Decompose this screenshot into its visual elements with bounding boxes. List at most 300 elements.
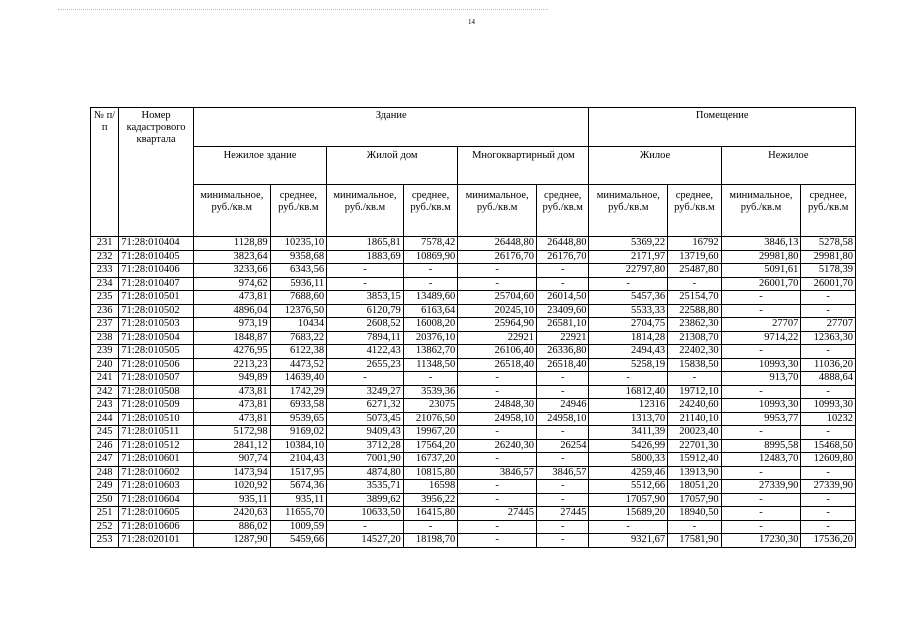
nonres-building-min-cell: 3823,64 xyxy=(193,250,270,264)
nonres-building-avg-cell: 5459,66 xyxy=(270,534,327,548)
apartment-building-min-cell: 24848,30 xyxy=(458,399,537,413)
apartment-building-min-cell: - xyxy=(458,480,537,494)
table-row xyxy=(91,331,856,345)
nonres-building-avg-cell: 1742,29 xyxy=(270,385,327,399)
table-row xyxy=(91,439,856,453)
header-group-residential-house: Жилой дом xyxy=(327,147,458,185)
nonres-building-avg-cell: 6122,38 xyxy=(270,345,327,359)
apartment-building-min-cell: 3846,57 xyxy=(458,466,537,480)
nonres-premises-min-cell: 12483,70 xyxy=(721,453,801,467)
cadastral-quarter-cell: 71:28:010406 xyxy=(119,264,194,278)
apartment-building-min-cell: 24958,10 xyxy=(458,412,537,426)
res-premises-avg-cell: 25154,70 xyxy=(668,291,721,305)
apartment-building-avg-cell: 26448,80 xyxy=(536,237,588,251)
nonres-premises-min-cell: 5091,61 xyxy=(721,264,801,278)
res-premises-min-cell: 16812,40 xyxy=(589,385,668,399)
res-premises-min-cell: - xyxy=(589,520,668,534)
table-row xyxy=(91,237,856,251)
header-min: минимальное, руб./кв.м xyxy=(193,185,270,237)
apartment-building-avg-cell: 3846,57 xyxy=(536,466,588,480)
cadastral-quarter-cell: 71:28:010503 xyxy=(119,318,194,332)
row-number-cell: 236 xyxy=(91,304,119,318)
nonres-building-avg-cell: 5936,11 xyxy=(270,277,327,291)
table-header xyxy=(91,108,856,237)
nonres-building-min-cell: 973,19 xyxy=(193,318,270,332)
res-house-min-cell: 5073,45 xyxy=(327,412,404,426)
apartment-building-min-cell: - xyxy=(458,385,537,399)
table-row xyxy=(91,466,856,480)
res-premises-avg-cell: - xyxy=(668,277,721,291)
res-house-avg-cell: 10869,90 xyxy=(403,250,457,264)
table-row xyxy=(91,277,856,291)
apartment-building-avg-cell: 26014,50 xyxy=(536,291,588,305)
res-house-avg-cell: 16737,20 xyxy=(403,453,457,467)
nonres-premises-avg-cell: - xyxy=(801,466,856,480)
table-row xyxy=(91,264,856,278)
nonres-premises-min-cell: - xyxy=(721,466,801,480)
apartment-building-min-cell: 26518,40 xyxy=(458,358,537,372)
res-premises-min-cell: - xyxy=(589,277,668,291)
nonres-building-avg-cell: 12376,50 xyxy=(270,304,327,318)
nonres-building-min-cell: 473,81 xyxy=(193,385,270,399)
row-number-cell: 247 xyxy=(91,453,119,467)
apartment-building-min-cell: - xyxy=(458,264,537,278)
apartment-building-avg-cell: 26518,40 xyxy=(536,358,588,372)
res-house-min-cell: 1865,81 xyxy=(327,237,404,251)
res-house-avg-cell: 18198,70 xyxy=(403,534,457,548)
table-row xyxy=(91,372,856,386)
cadastral-quarter-cell: 71:28:010505 xyxy=(119,345,194,359)
apartment-building-min-cell: - xyxy=(458,534,537,548)
cadastral-quarter-cell: 71:28:010509 xyxy=(119,399,194,413)
res-house-min-cell: 2655,23 xyxy=(327,358,404,372)
apartment-building-avg-cell: 24958,10 xyxy=(536,412,588,426)
res-house-min-cell: 4874,80 xyxy=(327,466,404,480)
res-house-min-cell: - xyxy=(327,520,404,534)
res-house-min-cell: 1883,69 xyxy=(327,250,404,264)
table-row xyxy=(91,291,856,305)
nonres-building-avg-cell: 935,11 xyxy=(270,493,327,507)
nonres-premises-min-cell: 9714,22 xyxy=(721,331,801,345)
row-number-cell: 244 xyxy=(91,412,119,426)
cadastral-quarter-cell: 71:28:010404 xyxy=(119,237,194,251)
nonres-premises-min-cell: 9953,77 xyxy=(721,412,801,426)
nonres-building-avg-cell: 1517,95 xyxy=(270,466,327,480)
apartment-building-avg-cell: - xyxy=(536,426,588,440)
nonres-building-min-cell: 974,62 xyxy=(193,277,270,291)
header-building: Здание xyxy=(193,108,589,147)
res-house-avg-cell: 20376,10 xyxy=(403,331,457,345)
table-row xyxy=(91,534,856,548)
res-house-avg-cell: 13862,70 xyxy=(403,345,457,359)
nonres-premises-min-cell: - xyxy=(721,520,801,534)
row-number-cell: 245 xyxy=(91,426,119,440)
nonres-premises-avg-cell: 12363,30 xyxy=(801,331,856,345)
res-house-min-cell: 9409,43 xyxy=(327,426,404,440)
res-house-avg-cell: 3956,22 xyxy=(403,493,457,507)
nonres-building-avg-cell: 10434 xyxy=(270,318,327,332)
nonres-building-avg-cell: 5674,36 xyxy=(270,480,327,494)
res-house-avg-cell: 19967,20 xyxy=(403,426,457,440)
nonres-premises-min-cell: 27707 xyxy=(721,318,801,332)
row-number-cell: 231 xyxy=(91,237,119,251)
row-number-cell: 252 xyxy=(91,520,119,534)
apartment-building-min-cell: - xyxy=(458,493,537,507)
header-min: минимальное, руб./кв.м xyxy=(589,185,668,237)
res-premises-avg-cell: 17057,90 xyxy=(668,493,721,507)
apartment-building-avg-cell: - xyxy=(536,480,588,494)
header-premises: Помещение xyxy=(589,108,856,147)
table-row xyxy=(91,318,856,332)
res-premises-min-cell: 5258,19 xyxy=(589,358,668,372)
apartment-building-avg-cell: - xyxy=(536,534,588,548)
apartment-building-min-cell: 26240,30 xyxy=(458,439,537,453)
row-number-cell: 232 xyxy=(91,250,119,264)
header-avg: среднее, руб./кв.м xyxy=(536,185,588,237)
nonres-premises-avg-cell: 11036,20 xyxy=(801,358,856,372)
table-row xyxy=(91,358,856,372)
table-row xyxy=(91,345,856,359)
nonres-premises-avg-cell: 10993,30 xyxy=(801,399,856,413)
nonres-premises-avg-cell: 12609,80 xyxy=(801,453,856,467)
cadastral-quarter-cell: 71:28:010507 xyxy=(119,372,194,386)
header-group-residential-premises: Жилое xyxy=(589,147,721,185)
nonres-building-avg-cell: 10235,10 xyxy=(270,237,327,251)
apartment-building-avg-cell: - xyxy=(536,277,588,291)
header-group-nonresidential-building: Нежилое здание xyxy=(193,147,326,185)
res-premises-min-cell: 15689,20 xyxy=(589,507,668,521)
nonres-building-min-cell: 473,81 xyxy=(193,291,270,305)
res-premises-avg-cell: 18051,20 xyxy=(668,480,721,494)
res-premises-min-cell: 1313,70 xyxy=(589,412,668,426)
cadastral-quarter-cell: 71:28:010506 xyxy=(119,358,194,372)
table-row xyxy=(91,250,856,264)
row-number-cell: 242 xyxy=(91,385,119,399)
apartment-building-min-cell: - xyxy=(458,277,537,291)
row-number-cell: 251 xyxy=(91,507,119,521)
cadastral-quarter-cell: 71:28:010502 xyxy=(119,304,194,318)
nonres-premises-min-cell: - xyxy=(721,385,801,399)
row-number-cell: 248 xyxy=(91,466,119,480)
apartment-building-avg-cell: - xyxy=(536,453,588,467)
row-number-cell: 246 xyxy=(91,439,119,453)
res-house-min-cell: 14527,20 xyxy=(327,534,404,548)
cadastral-quarter-cell: 71:28:010601 xyxy=(119,453,194,467)
res-house-avg-cell: 7578,42 xyxy=(403,237,457,251)
res-house-min-cell: 2608,52 xyxy=(327,318,404,332)
nonres-premises-min-cell: 17230,30 xyxy=(721,534,801,548)
res-house-avg-cell: - xyxy=(403,277,457,291)
nonres-building-avg-cell: 7683,22 xyxy=(270,331,327,345)
nonres-premises-avg-cell: 5278,58 xyxy=(801,237,856,251)
nonres-building-min-cell: 2420,63 xyxy=(193,507,270,521)
header-group-nonresidential-premises: Нежилое xyxy=(721,147,855,185)
res-house-min-cell: 3535,71 xyxy=(327,480,404,494)
table-row xyxy=(91,385,856,399)
nonres-building-avg-cell: 9358,68 xyxy=(270,250,327,264)
nonres-building-min-cell: 1128,89 xyxy=(193,237,270,251)
row-number-cell: 239 xyxy=(91,345,119,359)
res-house-avg-cell: - xyxy=(403,372,457,386)
table-body xyxy=(91,237,856,548)
apartment-building-avg-cell: 23409,60 xyxy=(536,304,588,318)
res-premises-avg-cell: 15912,40 xyxy=(668,453,721,467)
res-premises-min-cell: 2171,97 xyxy=(589,250,668,264)
table-row xyxy=(91,520,856,534)
nonres-premises-min-cell: 27339,90 xyxy=(721,480,801,494)
res-premises-min-cell: 5800,33 xyxy=(589,453,668,467)
res-house-min-cell: - xyxy=(327,372,404,386)
row-number-cell: 237 xyxy=(91,318,119,332)
row-number-cell: 233 xyxy=(91,264,119,278)
nonres-building-min-cell: 886,02 xyxy=(193,520,270,534)
res-house-avg-cell: 17564,20 xyxy=(403,439,457,453)
nonres-building-min-cell: 4276,95 xyxy=(193,345,270,359)
nonres-building-min-cell: 1287,90 xyxy=(193,534,270,548)
res-house-avg-cell: - xyxy=(403,520,457,534)
nonres-building-min-cell: 3233,66 xyxy=(193,264,270,278)
cadastral-quarter-cell: 71:28:010504 xyxy=(119,331,194,345)
res-house-avg-cell: 13489,60 xyxy=(403,291,457,305)
nonres-premises-avg-cell: 4888,64 xyxy=(801,372,856,386)
res-premises-min-cell: 22797,80 xyxy=(589,264,668,278)
nonres-premises-min-cell: - xyxy=(721,507,801,521)
res-house-min-cell: 7894,11 xyxy=(327,331,404,345)
cadastral-quarter-cell: 71:28:020101 xyxy=(119,534,194,548)
nonres-premises-avg-cell: - xyxy=(801,304,856,318)
cadastral-quarter-cell: 71:28:010604 xyxy=(119,493,194,507)
nonres-premises-avg-cell: 27339,90 xyxy=(801,480,856,494)
nonres-premises-min-cell: - xyxy=(721,291,801,305)
page-number: 14 xyxy=(468,18,475,26)
res-premises-avg-cell: 21308,70 xyxy=(668,331,721,345)
nonres-building-avg-cell: 4473,52 xyxy=(270,358,327,372)
table-row xyxy=(91,453,856,467)
apartment-building-avg-cell: 26336,80 xyxy=(536,345,588,359)
row-number-cell: 253 xyxy=(91,534,119,548)
apartment-building-min-cell: - xyxy=(458,520,537,534)
nonres-building-avg-cell: 2104,43 xyxy=(270,453,327,467)
nonres-premises-min-cell: - xyxy=(721,345,801,359)
apartment-building-avg-cell: - xyxy=(536,372,588,386)
res-house-avg-cell: 23075 xyxy=(403,399,457,413)
res-house-min-cell: 3853,15 xyxy=(327,291,404,305)
nonres-building-avg-cell: 6343,56 xyxy=(270,264,327,278)
header-avg: среднее, руб./кв.м xyxy=(801,185,856,237)
nonres-premises-avg-cell: 15468,50 xyxy=(801,439,856,453)
res-premises-avg-cell: 13913,90 xyxy=(668,466,721,480)
res-house-min-cell: 6120,79 xyxy=(327,304,404,318)
res-premises-avg-cell: 16792 xyxy=(668,237,721,251)
nonres-building-min-cell: 1473,94 xyxy=(193,466,270,480)
res-house-avg-cell: 16415,80 xyxy=(403,507,457,521)
nonres-premises-avg-cell: - xyxy=(801,493,856,507)
row-number-cell: 234 xyxy=(91,277,119,291)
res-house-min-cell: 3249,27 xyxy=(327,385,404,399)
header-number: № п/п xyxy=(91,108,119,237)
res-premises-avg-cell: - xyxy=(668,520,721,534)
cadastral-quarter-cell: 71:28:010603 xyxy=(119,480,194,494)
cadastral-quarter-cell: 71:28:010405 xyxy=(119,250,194,264)
res-house-min-cell: 10633,50 xyxy=(327,507,404,521)
cadastral-quarter-cell: 71:28:010606 xyxy=(119,520,194,534)
res-premises-min-cell: 17057,90 xyxy=(589,493,668,507)
nonres-premises-avg-cell: - xyxy=(801,520,856,534)
cadastral-quarter-cell: 71:28:010501 xyxy=(119,291,194,305)
nonres-building-min-cell: 473,81 xyxy=(193,399,270,413)
nonres-premises-min-cell: 913,70 xyxy=(721,372,801,386)
res-house-min-cell: 3899,62 xyxy=(327,493,404,507)
nonres-building-avg-cell: 11655,70 xyxy=(270,507,327,521)
table-row xyxy=(91,399,856,413)
nonres-building-min-cell: 949,89 xyxy=(193,372,270,386)
nonres-premises-min-cell: 8995,58 xyxy=(721,439,801,453)
nonres-building-avg-cell: 9539,65 xyxy=(270,412,327,426)
res-house-avg-cell: 16598 xyxy=(403,480,457,494)
nonres-premises-min-cell: - xyxy=(721,493,801,507)
res-premises-min-cell: 5457,36 xyxy=(589,291,668,305)
cadastral-quarter-cell: 71:28:010508 xyxy=(119,385,194,399)
nonres-premises-min-cell: - xyxy=(721,426,801,440)
res-premises-min-cell: - xyxy=(589,372,668,386)
cadastral-quarter-cell: 71:28:010512 xyxy=(119,439,194,453)
res-house-avg-cell: 6163,64 xyxy=(403,304,457,318)
res-premises-min-cell: 9321,67 xyxy=(589,534,668,548)
nonres-premises-avg-cell: 26001,70 xyxy=(801,277,856,291)
nonres-premises-avg-cell: 17536,20 xyxy=(801,534,856,548)
nonres-building-avg-cell: 7688,60 xyxy=(270,291,327,305)
res-premises-avg-cell: 13719,60 xyxy=(668,250,721,264)
res-premises-avg-cell: 22701,30 xyxy=(668,439,721,453)
res-premises-min-cell: 2494,43 xyxy=(589,345,668,359)
nonres-building-avg-cell: 9169,02 xyxy=(270,426,327,440)
cadastral-quarter-cell: 71:28:010605 xyxy=(119,507,194,521)
apartment-building-avg-cell: 22921 xyxy=(536,331,588,345)
nonres-premises-min-cell: 26001,70 xyxy=(721,277,801,291)
nonres-building-min-cell: 4896,04 xyxy=(193,304,270,318)
res-premises-min-cell: 4259,46 xyxy=(589,466,668,480)
nonres-building-avg-cell: 1009,59 xyxy=(270,520,327,534)
apartment-building-min-cell: - xyxy=(458,453,537,467)
res-house-min-cell: 7001,90 xyxy=(327,453,404,467)
header-avg: среднее, руб./кв.м xyxy=(668,185,721,237)
header-group-apartment-building: Многоквартирный дом xyxy=(458,147,589,185)
apartment-building-avg-cell: 26254 xyxy=(536,439,588,453)
apartment-building-min-cell: 25964,90 xyxy=(458,318,537,332)
nonres-premises-avg-cell: 10232 xyxy=(801,412,856,426)
apartment-building-avg-cell: 27445 xyxy=(536,507,588,521)
row-number-cell: 240 xyxy=(91,358,119,372)
apartment-building-avg-cell: - xyxy=(536,264,588,278)
table-row xyxy=(91,507,856,521)
nonres-building-min-cell: 935,11 xyxy=(193,493,270,507)
apartment-building-min-cell: 27445 xyxy=(458,507,537,521)
res-premises-avg-cell: 22402,30 xyxy=(668,345,721,359)
res-premises-min-cell: 5369,22 xyxy=(589,237,668,251)
nonres-premises-avg-cell: - xyxy=(801,345,856,359)
nonres-premises-min-cell: 10993,30 xyxy=(721,399,801,413)
apartment-building-min-cell: 26448,80 xyxy=(458,237,537,251)
res-premises-min-cell: 5512,66 xyxy=(589,480,668,494)
row-number-cell: 238 xyxy=(91,331,119,345)
res-premises-min-cell: 5533,33 xyxy=(589,304,668,318)
apartment-building-min-cell: - xyxy=(458,426,537,440)
res-premises-avg-cell: - xyxy=(668,372,721,386)
res-house-avg-cell: - xyxy=(403,264,457,278)
row-number-cell: 250 xyxy=(91,493,119,507)
res-premises-avg-cell: 24240,60 xyxy=(668,399,721,413)
nonres-premises-min-cell: 10993,30 xyxy=(721,358,801,372)
res-premises-avg-cell: 21140,10 xyxy=(668,412,721,426)
res-house-avg-cell: 11348,50 xyxy=(403,358,457,372)
res-premises-avg-cell: 20023,40 xyxy=(668,426,721,440)
header-min: минимальное, руб./кв.м xyxy=(327,185,404,237)
nonres-premises-avg-cell: - xyxy=(801,291,856,305)
apartment-building-min-cell: 26176,70 xyxy=(458,250,537,264)
res-premises-avg-cell: 17581,90 xyxy=(668,534,721,548)
table-row xyxy=(91,304,856,318)
row-number-cell: 235 xyxy=(91,291,119,305)
apartment-building-avg-cell: - xyxy=(536,385,588,399)
cadastral-quarter-cell: 71:28:010510 xyxy=(119,412,194,426)
res-premises-min-cell: 2704,75 xyxy=(589,318,668,332)
nonres-premises-min-cell: 29981,80 xyxy=(721,250,801,264)
nonres-building-min-cell: 907,74 xyxy=(193,453,270,467)
res-house-min-cell: 4122,43 xyxy=(327,345,404,359)
res-premises-avg-cell: 19712,10 xyxy=(668,385,721,399)
res-house-avg-cell: 10815,80 xyxy=(403,466,457,480)
row-number-cell: 241 xyxy=(91,372,119,386)
nonres-premises-min-cell: 3846,13 xyxy=(721,237,801,251)
res-premises-avg-cell: 23862,30 xyxy=(668,318,721,332)
cadastral-quarter-cell: 71:28:010407 xyxy=(119,277,194,291)
nonres-building-min-cell: 1020,92 xyxy=(193,480,270,494)
apartment-building-avg-cell: - xyxy=(536,520,588,534)
nonres-premises-avg-cell: 5178,39 xyxy=(801,264,856,278)
header-avg: среднее, руб./кв.м xyxy=(403,185,457,237)
header-avg: среднее, руб./кв.м xyxy=(270,185,327,237)
nonres-building-avg-cell: 14639,40 xyxy=(270,372,327,386)
nonres-building-min-cell: 2841,12 xyxy=(193,439,270,453)
res-premises-avg-cell: 15838,50 xyxy=(668,358,721,372)
res-house-min-cell: - xyxy=(327,277,404,291)
nonres-building-min-cell: 2213,23 xyxy=(193,358,270,372)
apartment-building-min-cell: 25704,60 xyxy=(458,291,537,305)
header-cadastral-quarter: Номер кадастрового квартала xyxy=(119,108,194,237)
nonres-premises-avg-cell: - xyxy=(801,385,856,399)
apartment-building-min-cell: 20245,10 xyxy=(458,304,537,318)
res-premises-min-cell: 1814,28 xyxy=(589,331,668,345)
cadastral-value-table xyxy=(90,107,856,548)
nonres-premises-min-cell: - xyxy=(721,304,801,318)
res-premises-avg-cell: 25487,80 xyxy=(668,264,721,278)
apartment-building-avg-cell: 24946 xyxy=(536,399,588,413)
res-house-avg-cell: 16008,20 xyxy=(403,318,457,332)
res-premises-min-cell: 3411,39 xyxy=(589,426,668,440)
nonres-building-min-cell: 473,81 xyxy=(193,412,270,426)
scan-artifact-line xyxy=(58,9,548,12)
cadastral-quarter-cell: 71:28:010511 xyxy=(119,426,194,440)
res-premises-min-cell: 12316 xyxy=(589,399,668,413)
header-min: минимальное, руб./кв.м xyxy=(458,185,537,237)
res-house-min-cell: 3712,28 xyxy=(327,439,404,453)
res-house-min-cell: - xyxy=(327,264,404,278)
nonres-building-min-cell: 1848,87 xyxy=(193,331,270,345)
res-premises-min-cell: 5426,99 xyxy=(589,439,668,453)
res-house-min-cell: 6271,32 xyxy=(327,399,404,413)
apartment-building-min-cell: - xyxy=(458,372,537,386)
res-house-avg-cell: 3539,36 xyxy=(403,385,457,399)
